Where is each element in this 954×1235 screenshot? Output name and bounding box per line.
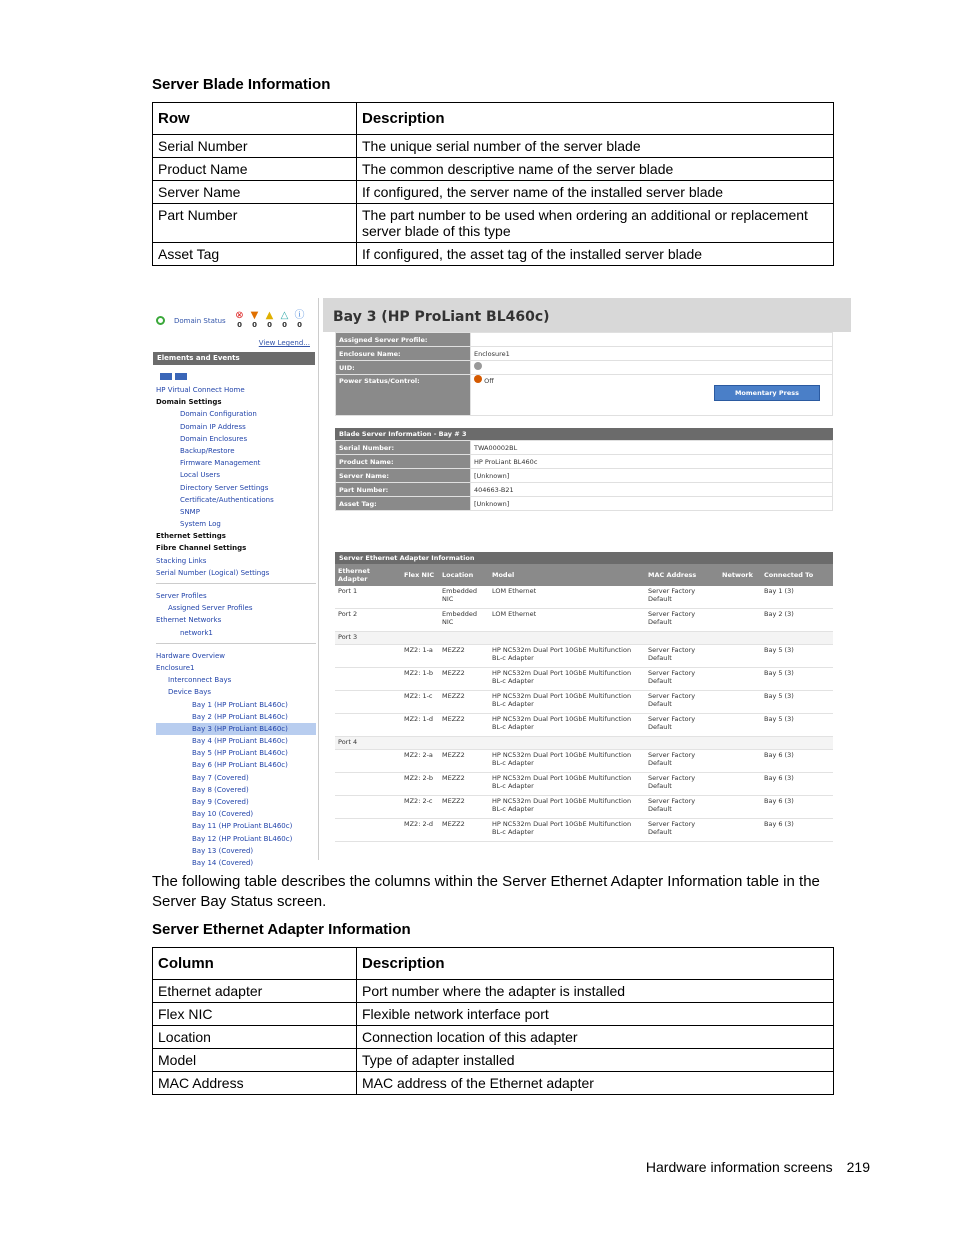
cell: Bay 6 (3)	[761, 819, 833, 842]
cell	[719, 645, 761, 668]
cell: MZ2: 1-a	[401, 645, 439, 668]
header-cell: Row	[153, 103, 357, 135]
cell: MEZZ2	[439, 645, 489, 668]
row-description: The unique serial number of the server blade	[357, 135, 834, 158]
row-name: Location	[153, 1026, 357, 1049]
status-icons	[232, 306, 307, 329]
nav-item[interactable]: Local Users	[180, 471, 220, 480]
cell: Server Factory Default	[645, 819, 719, 842]
field-label: UID:	[336, 361, 471, 375]
cell	[401, 632, 439, 645]
field-label: Product Name:	[336, 455, 471, 469]
row-description: Flexible network interface port	[357, 1003, 834, 1026]
cell	[335, 691, 401, 714]
cell: Port 1	[335, 586, 401, 609]
cell: HP NC532m Dual Port 10GbE Multifunction BL-c Adapter	[489, 691, 645, 714]
header-cell: Description	[357, 103, 834, 135]
cell: Bay 5 (3)	[761, 645, 833, 668]
field-value: [Unknown]	[471, 497, 833, 511]
blade-info-header: Blade Server Information - Bay # 3	[335, 428, 833, 440]
ethernet-adapter-table	[335, 564, 833, 842]
cell	[401, 737, 439, 750]
row-name: Asset Tag	[153, 243, 357, 266]
elements-events-header: Elements and Events	[153, 352, 315, 365]
field-label: Power Status/Control:	[336, 375, 471, 416]
nav-item[interactable]: Server Profiles	[156, 592, 207, 600]
table-row	[336, 455, 833, 469]
domain-status-link[interactable]: Domain Status	[174, 317, 226, 325]
nav-item[interactable]: Domain Settings	[156, 398, 222, 407]
cell: LOM Ethernet	[489, 609, 645, 632]
field-label: Assigned Server Profile:	[336, 333, 471, 347]
cell: Server Factory Default	[645, 773, 719, 796]
cell: MZ2: 2-b	[401, 773, 439, 796]
table-row	[335, 632, 833, 645]
power-off-icon	[474, 375, 482, 383]
table-row	[336, 497, 833, 511]
nav-item[interactable]: System Log	[180, 520, 221, 529]
table-row	[336, 361, 833, 375]
uid-indicator-icon	[474, 362, 482, 370]
table-header-row	[153, 948, 834, 980]
cell	[761, 632, 833, 645]
cell	[335, 750, 401, 773]
cell: Bay 5 (3)	[761, 714, 833, 737]
table-header-row	[335, 564, 833, 586]
nav-item[interactable]: Bay 7 (Covered)	[192, 773, 249, 782]
server-blade-table	[152, 102, 834, 266]
cell: HP NC532m Dual Port 10GbE Multifunction BL-c Adapter	[489, 796, 645, 819]
collapse-all-icon[interactable]	[175, 373, 187, 380]
cell: Port 3	[335, 632, 401, 645]
column-header: Ethernet Adapter	[335, 564, 401, 586]
nav-item[interactable]: Enclosure1	[156, 663, 195, 672]
table-row	[335, 714, 833, 737]
field-value: HP ProLiant BL460c	[471, 455, 833, 469]
cell	[719, 691, 761, 714]
cell: MEZZ2	[439, 796, 489, 819]
nav-item[interactable]: Bay 14 (Covered)	[192, 858, 254, 867]
cell	[335, 796, 401, 819]
cell	[489, 737, 645, 750]
nav-item[interactable]: Stacking Links	[156, 556, 207, 565]
cell: Bay 6 (3)	[761, 750, 833, 773]
nav-item[interactable]: Bay 3 (HP ProLiant BL460c)	[156, 723, 316, 735]
page-footer	[646, 1159, 870, 1175]
table-header-row	[153, 103, 834, 135]
nav-item[interactable]: Device Bays	[168, 688, 212, 697]
cell: Server Factory Default	[645, 668, 719, 691]
cell: Server Factory Default	[645, 796, 719, 819]
table-row	[335, 586, 833, 609]
nav-item[interactable]: Firmware Management	[180, 459, 261, 468]
table-row	[336, 441, 833, 455]
cell: Bay 2 (3)	[761, 609, 833, 632]
info-icon: ⓘ 0	[294, 310, 305, 329]
ethernet-adapter-header: Server Ethernet Adapter Information	[335, 552, 833, 564]
cell: Server Factory Default	[645, 586, 719, 609]
table-row	[336, 333, 833, 347]
nav-item[interactable]: Bay 12 (HP ProLiant BL460c)	[192, 834, 293, 843]
table-row	[153, 243, 834, 266]
cell: MEZZ2	[439, 714, 489, 737]
table-row	[153, 158, 834, 181]
cell: MZ2: 2-c	[401, 796, 439, 819]
cell	[645, 737, 719, 750]
table-row	[335, 750, 833, 773]
page-number: 219	[846, 1159, 870, 1175]
row-description: If configured, the server name of the installed server blade	[357, 181, 834, 204]
cell: Server Factory Default	[645, 691, 719, 714]
row-name: Part Number	[153, 204, 357, 243]
nav-item[interactable]: Bay 2 (HP ProLiant BL460c)	[192, 712, 288, 721]
row-name: Ethernet adapter	[153, 980, 357, 1003]
cell: Server Factory Default	[645, 609, 719, 632]
cell	[719, 609, 761, 632]
table-row	[153, 1003, 834, 1026]
field-value	[471, 333, 833, 347]
field-value: 404663-B21	[471, 483, 833, 497]
nav-item[interactable]: Hardware Overview	[156, 651, 225, 660]
cell: HP NC532m Dual Port 10GbE Multifunction BL-c Adapter	[489, 714, 645, 737]
cell: MEZZ2	[439, 819, 489, 842]
table-row	[153, 1049, 834, 1072]
cell	[719, 737, 761, 750]
row-name: Product Name	[153, 158, 357, 181]
cell: MEZZ2	[439, 691, 489, 714]
cell	[719, 796, 761, 819]
cell	[335, 668, 401, 691]
blade-info-table	[335, 440, 833, 511]
table-row	[153, 181, 834, 204]
row-description: Type of adapter installed	[357, 1049, 834, 1072]
bay-detail-panel	[323, 298, 851, 860]
row-description: The common descriptive name of the server blade	[357, 158, 834, 181]
server-blade-heading: Server Blade Information	[152, 76, 331, 93]
cell	[439, 737, 489, 750]
cell: MEZZ2	[439, 773, 489, 796]
field-value: [Unknown]	[471, 469, 833, 483]
table-row	[335, 796, 833, 819]
navigation-tree	[156, 384, 316, 869]
table-row	[153, 1026, 834, 1049]
uid-cell	[471, 361, 833, 375]
column-header: MAC Address	[645, 564, 719, 586]
nav-item[interactable]: Bay 1 (HP ProLiant BL460c)	[192, 700, 288, 709]
cell: Embedded NIC	[439, 609, 489, 632]
cell: MZ2: 1-c	[401, 691, 439, 714]
nav-item[interactable]: Domain Enclosures	[180, 434, 248, 443]
cell	[719, 750, 761, 773]
expand-all-icon[interactable]	[160, 373, 172, 380]
nav-item[interactable]: Bay 4 (HP ProLiant BL460c)	[192, 737, 288, 746]
cell: HP NC532m Dual Port 10GbE Multifunction BL-c Adapter	[489, 750, 645, 773]
table-row	[153, 980, 834, 1003]
cell	[761, 737, 833, 750]
cell	[335, 773, 401, 796]
nav-item[interactable]: Bay 6 (HP ProLiant BL460c)	[192, 761, 288, 770]
cell	[719, 714, 761, 737]
momentary-press-button[interactable]: Momentary Press	[714, 385, 820, 401]
field-value: Enclosure1	[471, 347, 833, 361]
nav-item[interactable]: Bay 13 (Covered)	[192, 846, 254, 855]
cell: MZ2: 2-d	[401, 819, 439, 842]
ok-status-icon	[156, 316, 165, 325]
field-label: Part Number:	[336, 483, 471, 497]
field-label: Enclosure Name:	[336, 347, 471, 361]
nav-item[interactable]: Certificate/Authentications	[180, 495, 274, 504]
cell: HP NC532m Dual Port 10GbE Multifunction BL-c Adapter	[489, 819, 645, 842]
nav-item[interactable]: Domain IP Address	[180, 422, 246, 431]
cell: HP NC532m Dual Port 10GbE Multifunction BL-c Adapter	[489, 668, 645, 691]
view-legend-link[interactable]: View Legend...	[258, 339, 310, 347]
table-row	[335, 609, 833, 632]
table-row	[153, 135, 834, 158]
footer-section-title: Hardware information screens	[645, 1159, 833, 1175]
nav-item[interactable]: Ethernet Settings	[156, 532, 226, 541]
cell	[719, 668, 761, 691]
cell: Bay 5 (3)	[761, 691, 833, 714]
cell	[489, 632, 645, 645]
ethernet-adapter-columns-table	[152, 947, 834, 1095]
nav-item[interactable]: Bay 5 (HP ProLiant BL460c)	[192, 749, 288, 758]
nav-item[interactable]: network1	[180, 628, 213, 637]
cell: Embedded NIC	[439, 586, 489, 609]
bay-summary-table	[335, 332, 833, 416]
domain-status-bar	[154, 302, 314, 342]
row-name: MAC Address	[153, 1072, 357, 1095]
cell	[335, 714, 401, 737]
expand-collapse-buttons[interactable]	[160, 372, 190, 380]
cell	[645, 632, 719, 645]
row-name: Model	[153, 1049, 357, 1072]
cell: MZ2: 1-d	[401, 714, 439, 737]
ethernet-adapter-heading: Server Ethernet Adapter Information	[152, 921, 411, 938]
row-description: Port number where the adapter is installed	[357, 980, 834, 1003]
table-row	[336, 469, 833, 483]
nav-item[interactable]: Domain Configuration	[180, 410, 257, 419]
minor-icon: ▲ 0	[265, 310, 274, 329]
field-label: Server Name:	[336, 469, 471, 483]
row-description: If configured, the asset tag of the installed server blade	[357, 243, 834, 266]
cell	[401, 586, 439, 609]
cell	[335, 819, 401, 842]
nav-item[interactable]: Directory Server Settings	[180, 483, 269, 492]
header-cell: Description	[357, 948, 834, 980]
nav-item[interactable]: Interconnect Bays	[168, 676, 232, 685]
cell: Bay 6 (3)	[761, 773, 833, 796]
nav-item[interactable]: Bay 8 (Covered)	[192, 785, 249, 794]
cell: Bay 5 (3)	[761, 668, 833, 691]
cell: Port 2	[335, 609, 401, 632]
table-row	[153, 204, 834, 243]
cell	[439, 632, 489, 645]
cell: Server Factory Default	[645, 714, 719, 737]
cell: Server Factory Default	[645, 645, 719, 668]
nav-item[interactable]: HP Virtual Connect Home	[156, 386, 245, 394]
table-row	[335, 773, 833, 796]
cell	[719, 632, 761, 645]
table-row	[335, 819, 833, 842]
row-name: Server Name	[153, 181, 357, 204]
column-header: Location	[439, 564, 489, 586]
field-label: Serial Number:	[336, 441, 471, 455]
cell: Port 4	[335, 737, 401, 750]
cell: MEZZ2	[439, 668, 489, 691]
cell: Bay 1 (3)	[761, 586, 833, 609]
row-description: The part number to be used when ordering an additional or replacement server blade of this type	[357, 204, 834, 243]
nav-item[interactable]: Fibre Channel Settings	[156, 544, 247, 553]
nav-item[interactable]: Bay 9 (Covered)	[192, 798, 249, 806]
row-description: MAC address of the Ethernet adapter	[357, 1072, 834, 1095]
cell: HP NC532m Dual Port 10GbE Multifunction BL-c Adapter	[489, 645, 645, 668]
page-title: Bay 3 (HP ProLiant BL460c)	[323, 298, 851, 332]
nav-item[interactable]: Backup/Restore	[180, 446, 235, 455]
row-name: Flex NIC	[153, 1003, 357, 1026]
cell: MEZZ2	[439, 750, 489, 773]
power-cell: Off	[471, 375, 833, 416]
field-label: Asset Tag:	[336, 497, 471, 511]
nav-separator	[156, 643, 316, 650]
cell	[335, 645, 401, 668]
column-header: Flex NIC	[401, 564, 439, 586]
warning-icon: △ 0	[280, 310, 289, 329]
critical-icon: ⊗ 0	[235, 310, 244, 329]
nav-item[interactable]: Serial Number (Logical) Settings	[156, 568, 270, 577]
cell: HP NC532m Dual Port 10GbE Multifunction BL-c Adapter	[489, 773, 645, 796]
nav-separator	[156, 583, 316, 590]
table-row	[335, 691, 833, 714]
column-header: Network	[719, 564, 761, 586]
column-header: Model	[489, 564, 645, 586]
nav-item[interactable]: Bay 10 (Covered)	[192, 810, 254, 819]
cell: Bay 6 (3)	[761, 796, 833, 819]
cell	[719, 819, 761, 842]
table-row	[335, 668, 833, 691]
column-header: Connected To	[761, 564, 833, 586]
header-cell: Column	[153, 948, 357, 980]
nav-item[interactable]: Assigned Server Profiles	[168, 604, 253, 613]
table-row	[153, 1072, 834, 1095]
cell: MZ2: 1-b	[401, 668, 439, 691]
cell: MZ2: 2-a	[401, 750, 439, 773]
bay-status-screenshot	[152, 298, 851, 867]
nav-item[interactable]: Ethernet Networks	[156, 616, 222, 625]
row-name: Serial Number	[153, 135, 357, 158]
table-row	[336, 483, 833, 497]
cell: Server Factory Default	[645, 750, 719, 773]
major-icon: ▼ 0	[250, 310, 259, 329]
table-row	[335, 737, 833, 750]
cell	[401, 609, 439, 632]
nav-item[interactable]: Bay 11 (HP ProLiant BL460c)	[192, 822, 293, 831]
field-value: TWA00002BL	[471, 441, 833, 455]
navigation-panel	[152, 298, 319, 867]
table-row	[336, 347, 833, 361]
intro-paragraph: The following table describes the columns within the Server Ethernet Adapter Information table in the Server Bay Status screen.	[152, 873, 820, 910]
cell	[719, 586, 761, 609]
cell: LOM Ethernet	[489, 586, 645, 609]
nav-item[interactable]: SNMP	[180, 507, 200, 516]
cell	[719, 773, 761, 796]
table-row	[335, 645, 833, 668]
row-description: Connection location of this adapter	[357, 1026, 834, 1049]
